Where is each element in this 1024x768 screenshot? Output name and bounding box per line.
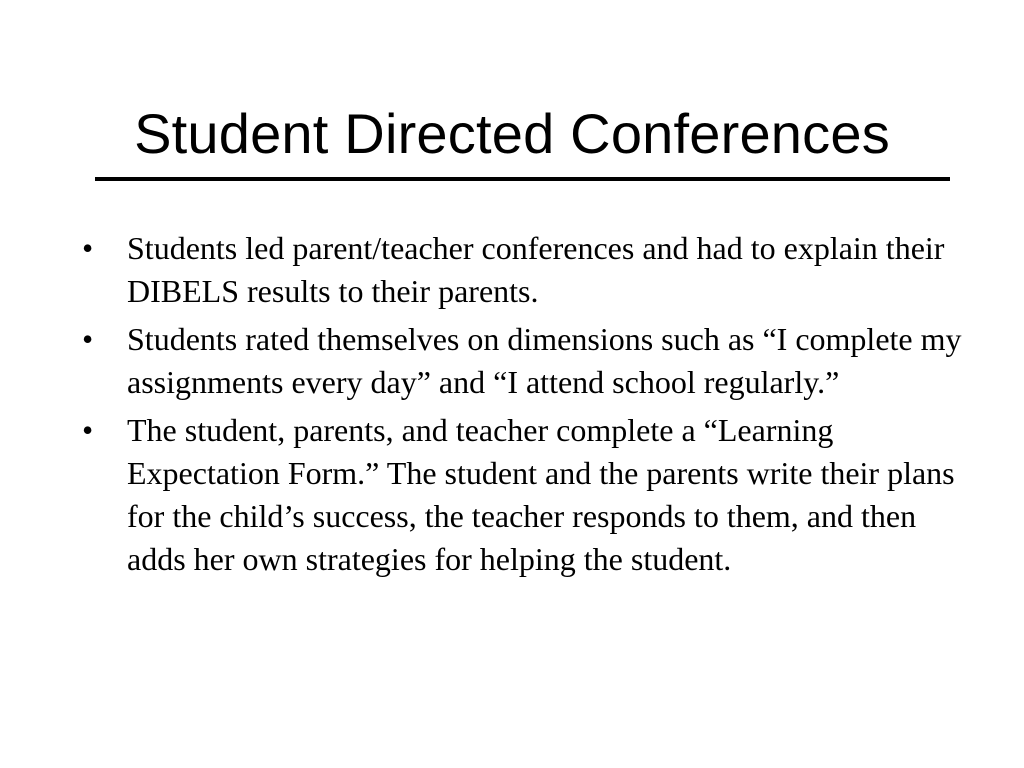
bullet-item: [82, 409, 962, 581]
bullet-list: [82, 227, 962, 586]
bullet-icon: •: [82, 321, 94, 357]
title-underline: [95, 177, 950, 181]
bullet-text: The student, parents, and teacher complete a “Learning Expectation Form.” The student and the parents write their plans for the child’s success, the teacher responds to them, and then adds her own strategies for helping the student.: [127, 412, 955, 577]
bullet-item: [82, 227, 962, 313]
bullet-text: Students led parent/teacher conferences and had to explain their DIBELS results to their parents.: [127, 230, 945, 309]
bullet-icon: •: [82, 230, 94, 266]
bullet-item: [82, 318, 962, 404]
slide-title: Student Directed Conferences: [134, 102, 890, 165]
bullet-text: Students rated themselves on dimensions such as “I complete my assignments every day” and “I attend school regularly.”: [127, 321, 962, 400]
bullet-icon: •: [82, 412, 94, 448]
